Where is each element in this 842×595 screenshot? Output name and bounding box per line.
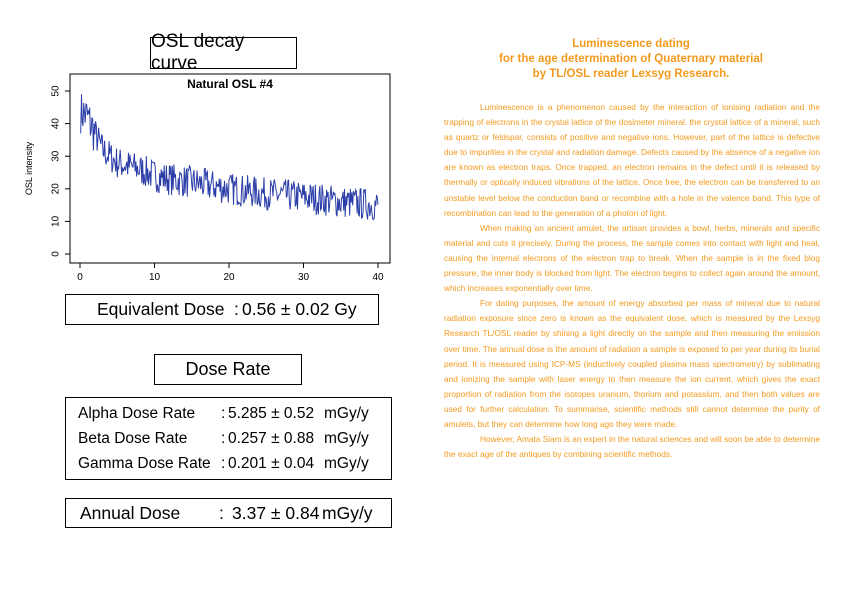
article-title <box>440 37 822 82</box>
x-tick-label: 10 <box>148 272 161 283</box>
dose-rate-title-text: Dose Rate <box>185 359 271 379</box>
article-title-line: for the age determination of Quaternary material <box>499 53 763 65</box>
article-paragraph: When making an ancient amulet, the artisan provides a bowl, herbs, minerals and specific material and cuts it precisely. During the process, the sample comes into contact with light and heat, causing the internal electrons of the electron trap to break. When the sample is in the fixed blog pressure, the inner body is blocked from light. The electron begins to collect again around the amount, which increases exponentially over time. <box>444 222 820 294</box>
x-tick-label: 30 <box>297 272 310 283</box>
article-paragraph: However, Amata Siam is an expert in the natural sciences and will soon be able to determine the exact age of the antiques by combining scientific methods. <box>444 434 820 460</box>
dose-rate-unit: mGy/y <box>324 405 369 422</box>
y-tick-label: 0 <box>50 251 62 257</box>
dose-rate-unit: mGy/y <box>324 430 369 447</box>
equivalent-dose-value: 0.56 ± 0.02 Gy <box>242 299 357 319</box>
dose-rate-sep: : <box>221 455 226 472</box>
dose-rate-unit: mGy/y <box>324 455 369 472</box>
dose-rate-label: Gamma Dose Rate <box>78 455 211 472</box>
dose-rates-box <box>65 397 392 480</box>
osl-decay-title <box>150 31 297 74</box>
dose-rate-value: 5.285 ± 0.52 <box>228 405 315 422</box>
osl-series-line <box>81 94 378 219</box>
y-tick-label: 30 <box>50 150 62 162</box>
dose-rate-sep: : <box>221 430 226 447</box>
article-paragraph: For dating purposes, the amount of energy absorbed per mass of mineral due to natural radiation exposure since zero is known as the equivalent dose, which is measured by the Lexsyg Research TL/OSL reader by shining a light directly on the sample and then measuring the emission over time. The annual dose is the amount of radiation a sample is exposed to per year during its burial period. It is measured using ICP-MS (inductively coupled plasma mass spectrometry) by sublimating and ionizing the sample with laser energy to then measure the ion current, which gives the exact proportion of radiation from the isotopes uranium, thorium and potassium, and then both values are used for further calculation. To summarise, scientific methods still cannot determine the purity of amulets, but they can determine how long ago they were made. <box>444 298 820 429</box>
article-body <box>444 100 820 462</box>
annual-dose-value: 3.37 ± 0.84 <box>232 503 320 523</box>
osl-decay-title-text: OSL decay curve <box>151 31 245 74</box>
y-axis-label: OSL intensity <box>24 141 34 196</box>
y-tick-label: 10 <box>50 215 62 227</box>
x-tick-label: 20 <box>223 272 235 283</box>
article-title-line: Luminescence dating <box>572 38 690 50</box>
dose-rate-title <box>154 354 302 385</box>
x-tick-label: 0 <box>77 272 83 283</box>
dose-rate-label: Alpha Dose Rate <box>78 405 196 422</box>
osl-chart <box>0 70 400 300</box>
dose-rate-value: 0.257 ± 0.88 <box>228 430 315 447</box>
equivalent-dose-box <box>65 294 379 325</box>
y-tick-label: 50 <box>50 85 62 97</box>
equivalent-dose-label: Equivalent Dose <box>97 299 225 319</box>
dose-rate-sep: : <box>221 405 226 422</box>
dose-rate-label: Beta Dose Rate <box>78 430 188 447</box>
y-tick-label: 20 <box>50 183 62 195</box>
article-paragraph: Luminescence is a phenomenon caused by the interaction of ionising radiation and the trapping of electrons in the crystal lattice of the dosimeter mineral. the crystal lattice of a mineral, such as quartz or feldspar, consists of positive and negative ions. However, part of the lattice is defective due to impurities in the crystal and radiation damage. Defects caused by the absence of a negative ion are known as electron traps. Once trapped, an electron remains in the defect until it is released by thermally or optically induced vibrations of the lattice. Once free, the electron can be transferred to an unstable level below the conduction band or recombine with a hole in the valence band. This type of recombination can lead to the generation of a photon of light. <box>444 102 820 218</box>
y-tick-label: 40 <box>50 118 62 130</box>
annual-dose-box <box>65 498 392 528</box>
dose-rate-value: 0.201 ± 0.04 <box>228 455 315 472</box>
annual-dose-label: Annual Dose <box>80 503 181 523</box>
x-tick-label: 40 <box>372 272 384 283</box>
annual-dose-sep: : <box>219 503 224 523</box>
annual-dose-unit: mGy/y <box>322 503 373 523</box>
equivalent-dose-sep: : <box>234 299 239 319</box>
article-title-line: by TL/OSL reader Lexsyg Research. <box>532 68 730 80</box>
chart-title: Natural OSL #4 <box>187 77 273 91</box>
